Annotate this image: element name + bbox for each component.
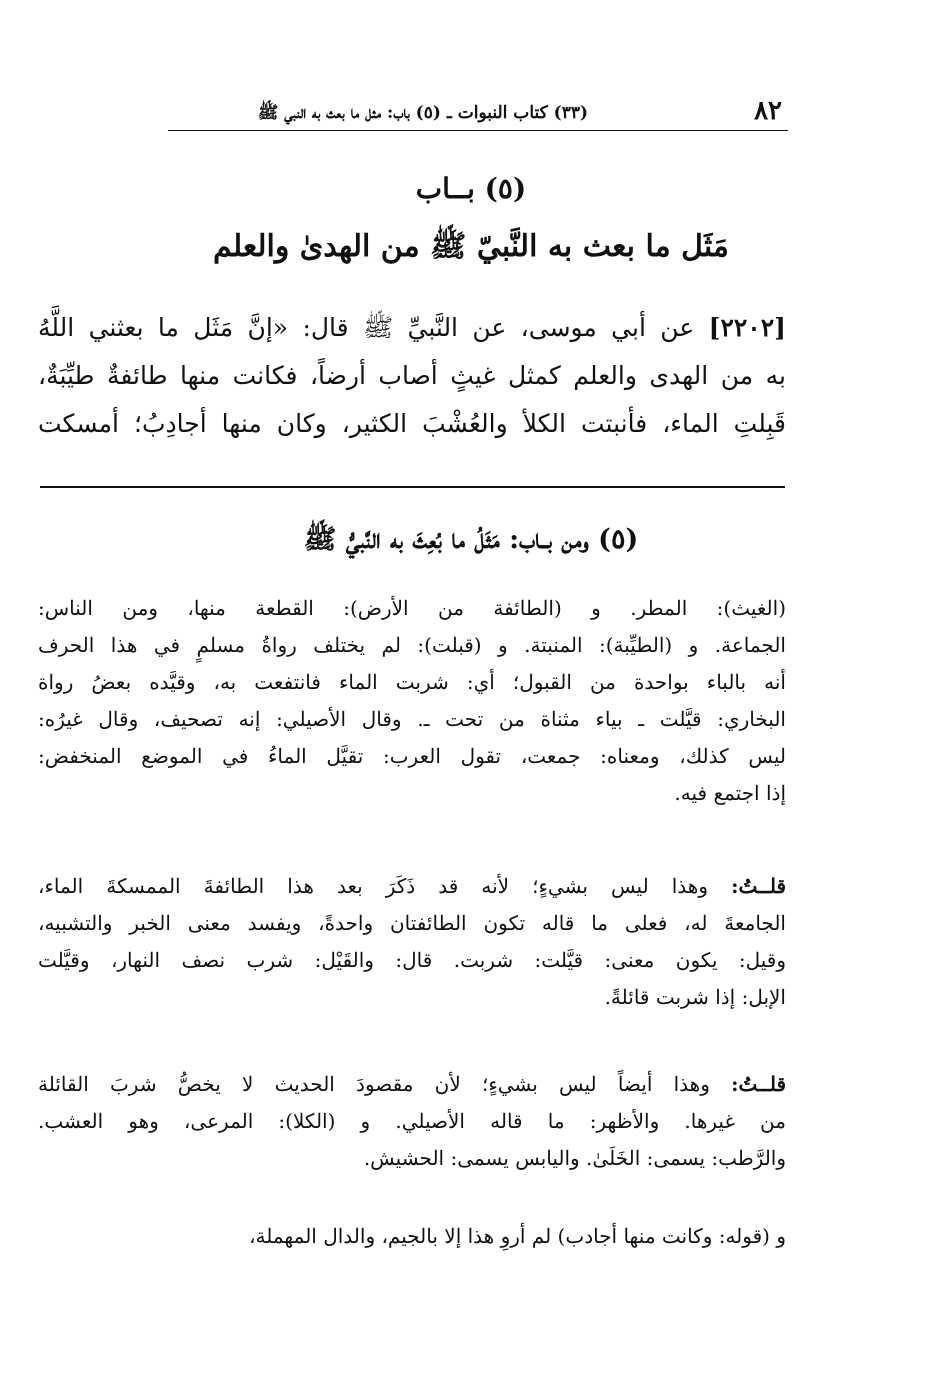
footnote-separator (40, 486, 785, 488)
commentary-paragraph (38, 590, 786, 812)
hadith-text (38, 304, 786, 448)
commentary-paragraph (38, 1066, 786, 1177)
commentary-line: والرَّطب: يسمى: الخَلَىٰ. واليابس يسمى: الحشيش. (363, 1146, 786, 1170)
commentary-line (38, 1066, 786, 1103)
commentary-line: من غيرها. والأظهر: ما قاله الأصيلي. و (الكلا): المرعى، وهو العشب. (38, 1109, 786, 1133)
commentary-line: إذا اجتمع فيه. (674, 781, 786, 805)
hadith-line: به من الهدى والعلم كمثل غيثٍ أصاب أرضاً، فكانت منها طائفةٌ طيِّبَةٌ، (38, 361, 786, 390)
commentary-line: و (قوله: وكانت منها أجادب) لم أروِ هذا إلا بالجيم، والدال المهملة، (249, 1224, 786, 1248)
hadith-number: [٢٢٠٢] (708, 313, 786, 342)
qultu-lead: قلــتُ: (731, 874, 786, 898)
commentary-line: (الغيث): المطر. و (الطائفة من الأرض): القطعة منها، ومن الناس: (38, 596, 786, 620)
hadith-line: قَبِلتِ الماء، فأنبتت الكلأ والعُشْبَ الكثير، وكان منها أجادِبُ؛ أمسكت (38, 409, 786, 438)
commentary-line: الإبل: إذا شربت قائلةً. (604, 985, 786, 1009)
commentary-paragraph (38, 868, 786, 1016)
hadith-line-text: عن أبي موسى، عن النَّبيِّ ﷺ قال: «إنَّ مَثَل ما بعثني اللَّهُ (38, 313, 695, 342)
commentary-line-text: وهذا ليس بشيءٍ؛ لأنه قد ذَكَرَ بعد هذا الطائفةَ الممسكةَ الماء، (38, 874, 708, 898)
commentary-heading: (٥) ومن بــاب: مَثَلُ ما بُعِثَ به النَّبيُّ ﷺ (303, 524, 639, 555)
qultu-lead: قلــتُ: (731, 1072, 786, 1096)
commentary-line: وقيل: يكون معنى: قيَّلت: شربت. قال: والقَيْل: شرب نصف النهار، وقيَّلت (38, 948, 786, 972)
commentary-line: ليس كذلك، ومعناه: جمعت، تقول العرب: تقيَّل الماءُ في الموضع المنخفض: (38, 744, 786, 768)
hadith-line (38, 304, 786, 352)
commentary-line-text: وهذا أيضاً ليس بشيءٍ؛ لأن مقصودَ الحديث لا يخصُّ شربَ القائلة (38, 1072, 710, 1096)
commentary-paragraph (38, 1218, 786, 1255)
chapter-number: (٥) بــاب (415, 172, 527, 205)
commentary-line: البخاري: قيَّلت ـ بياء مثناة من تحت ـ. وقال الأصيلي: إنه تصحيف، وقال غيرُه: (38, 707, 786, 731)
page-number: ٨٢ (754, 96, 782, 126)
page-header (168, 96, 788, 131)
running-title: (٣٣) كتاب النبوات ـ (٥) باب: مثل ما بعث به النبي ﷺ (257, 103, 588, 123)
chapter-title: مَثَل ما بعث به النَّبيّ ﷺ من الهدىٰ والعلم (213, 229, 729, 264)
commentary-line: أنه بالباء بواحدة من القبول؛ أي: شربت الماء فانتفعت به، وقيَّده بعضُ رواة (38, 670, 786, 694)
commentary-line: الجامعةَ له، فعلى ما قاله تكون الطائفتان واحدةً، ويفسد معنى الخبر والتشبيه، (38, 911, 786, 935)
commentary-line (38, 868, 786, 905)
commentary-line: الجماعة. و (الطيِّبة): المنبتة. و (قبلت): لم يختلف رواةُ مسلمٍ في هذا الحرف (38, 633, 786, 657)
